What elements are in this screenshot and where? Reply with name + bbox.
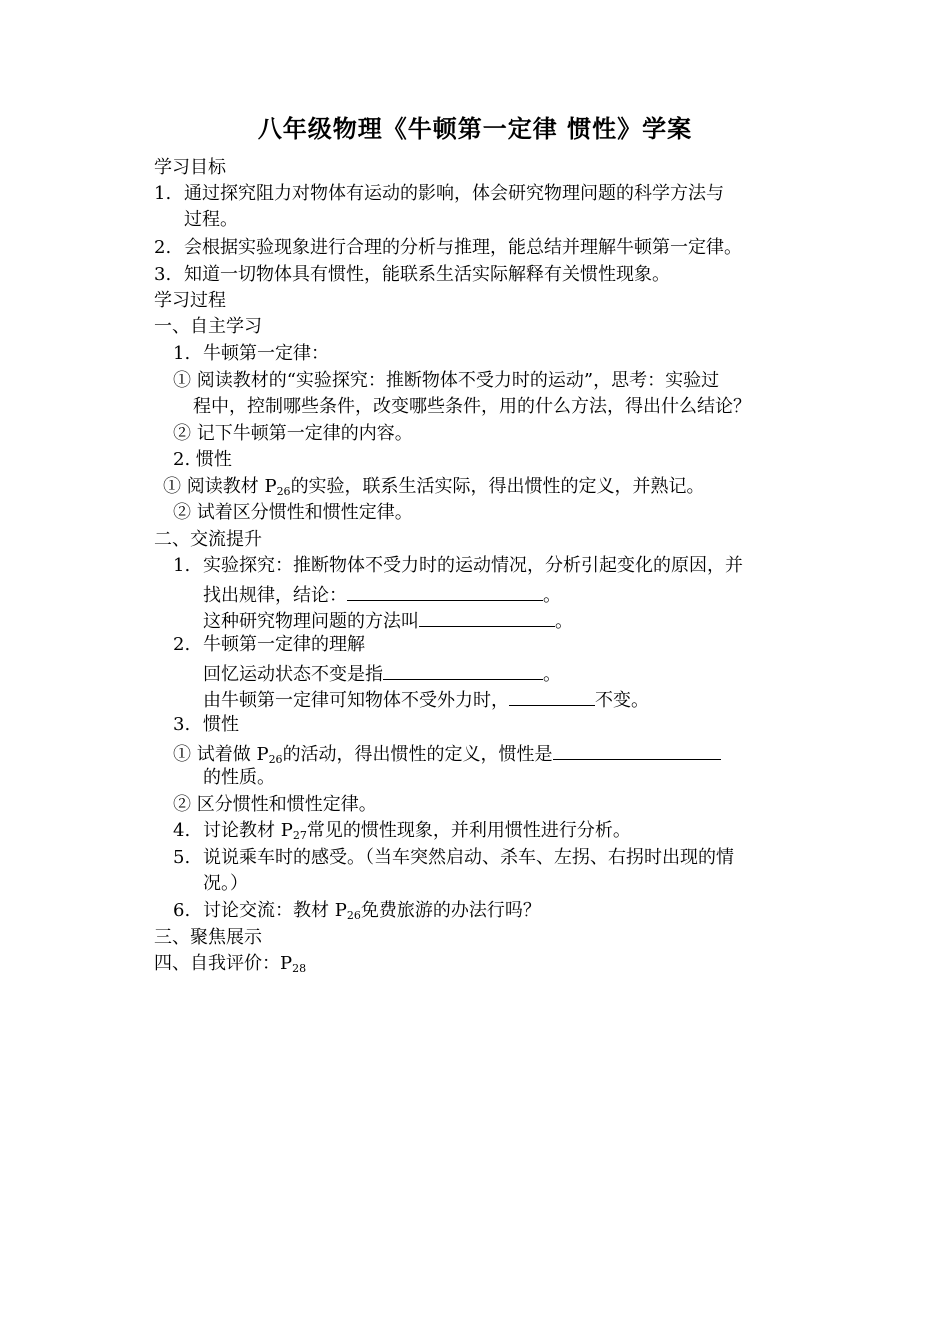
exchange-6-number: 6.: [173, 900, 191, 921]
exchange-6-pre: 讨论交流：教材 P: [203, 900, 347, 921]
inertia-definition-blank[interactable]: [553, 739, 721, 760]
goal-item-3: [154, 262, 670, 288]
exchange-3-text: 惯性: [203, 714, 239, 735]
goal-item-1: [154, 181, 724, 207]
goal-1-text-cont: 过程。: [184, 209, 238, 230]
exchange-3a-pre: ① 试着做 P: [173, 744, 269, 765]
self-study-item-1b: ② 记下牛顿第一定律的内容。: [173, 423, 413, 444]
item-2a-post: 的实验，联系生活实际，得出惯性的定义，并熟记。: [290, 476, 705, 497]
self-study-1-text: 牛顿第一定律：: [203, 343, 329, 364]
exchange-item-6: [173, 898, 541, 924]
exchange-2-line3-pre: 由牛顿第一定律可知物体不受外力时，: [203, 690, 509, 711]
focus-heading: 三、聚焦展示: [154, 927, 262, 948]
self-study-item-1a-cont: 程中，控制哪些条件，改变哪些条件，用的什么方法，得出什么结论？: [193, 396, 751, 417]
exchange-4-page-sub: 27: [292, 829, 307, 842]
exchange-item-5-cont: 况。）: [203, 873, 248, 894]
self-study-item-2b: ② 试着区分惯性和惯性定律。: [173, 502, 413, 523]
item-2a-pre: ① 阅读教材 P: [163, 476, 277, 497]
unchanged-blank[interactable]: [509, 685, 595, 706]
document-title: 八年级物理《牛顿第一定律 惯性》学案: [257, 115, 693, 143]
goal-2-number: 2.: [154, 237, 172, 258]
item-2a-page-sub: 26: [276, 485, 291, 498]
method-blank[interactable]: [419, 606, 555, 627]
exchange-item-3a-cont: 的性质。: [203, 767, 275, 788]
goals-heading: 学习目标: [154, 157, 226, 178]
exchange-3a-mid: 的活动，得出惯性的定义，惯性是: [282, 744, 553, 765]
exchange-1-line2-pre: 找出规律，结论：: [203, 585, 347, 606]
exchange-2-number: 2.: [173, 634, 191, 655]
exchange-2-line2-post: 。: [543, 664, 561, 685]
conclusion-blank[interactable]: [347, 580, 543, 601]
exchange-6-post: 免费旅游的办法行吗？: [360, 900, 541, 921]
goal-item-2: [154, 235, 742, 261]
exchange-item-1: [173, 553, 743, 579]
exchange-item-4: [173, 818, 631, 844]
exchange-4-post: 常见的惯性现象，并利用惯性进行分析。: [306, 820, 631, 841]
self-eval-page-sub: 28: [292, 962, 307, 975]
exchange-5-text: 说说乘车时的感受。（当车突然启动、杀车、左拐、右拐时出现的情: [203, 847, 734, 868]
exchange-2-line3-post: 不变。: [595, 690, 649, 711]
goal-2-text: 会根据实验现象进行合理的分析与推理，能总结并理解牛顿第一定律。: [184, 237, 742, 258]
goal-1-text: 通过探究阻力对物体有运动的影响，体会研究物理问题的科学方法与: [184, 183, 724, 204]
goal-1-number: 1.: [154, 183, 172, 204]
exchange-item-2-line2: [203, 659, 561, 688]
exchange-item-2-line3: [203, 685, 649, 714]
self-study-item-1a: ① 阅读教材的“实验探究：推断物体不受力时的运动”，思考：实验过: [173, 370, 720, 391]
exchange-1-text: 实验探究：推断物体不受力时的运动情况，分析引起变化的原因，并: [203, 555, 743, 576]
exchange-item-1-line3: [203, 606, 573, 635]
self-eval-pre: 四、自我评价：P: [154, 953, 293, 974]
exchange-item-2: [173, 632, 365, 658]
motion-state-blank[interactable]: [383, 659, 543, 680]
exchange-item-3b: ② 区分惯性和惯性定律。: [173, 794, 377, 815]
self-study-item-2a: [163, 474, 705, 500]
exchange-3a-page-sub: 26: [268, 753, 283, 766]
exchange-4-number: 4.: [173, 820, 191, 841]
process-heading: 学习过程: [154, 290, 226, 311]
exchange-2-line2-pre: 回忆运动状态不变是指: [203, 664, 383, 685]
goal-3-text: 知道一切物体具有惯性，能联系生活实际解释有关惯性现象。: [184, 264, 670, 285]
self-study-item-1: [173, 341, 329, 367]
exchange-heading: 二、交流提升: [154, 529, 262, 550]
exchange-1-line2-post: 。: [543, 585, 561, 606]
goal-3-number: 3.: [154, 264, 172, 285]
exchange-2-text: 牛顿第一定律的理解: [203, 634, 365, 655]
self-study-heading: 一、自主学习: [154, 316, 262, 337]
exchange-item-3a: [173, 739, 721, 768]
exchange-1-line3-pre: 这种研究物理问题的方法叫: [203, 611, 419, 632]
exchange-1-number: 1.: [173, 555, 191, 576]
exchange-4-pre: 讨论教材 P: [203, 820, 293, 841]
exchange-item-1-line2: [203, 580, 561, 609]
exchange-6-page-sub: 26: [346, 909, 361, 922]
exchange-item-3: [173, 712, 239, 738]
exchange-5-number: 5.: [173, 847, 191, 868]
self-eval-heading: [154, 951, 306, 977]
self-study-item-2: 2. 惯性: [173, 449, 232, 470]
exchange-1-line3-post: 。: [555, 611, 573, 632]
exchange-item-5: [173, 845, 734, 871]
exchange-3-number: 3.: [173, 714, 191, 735]
self-study-1-number: 1.: [173, 343, 191, 364]
